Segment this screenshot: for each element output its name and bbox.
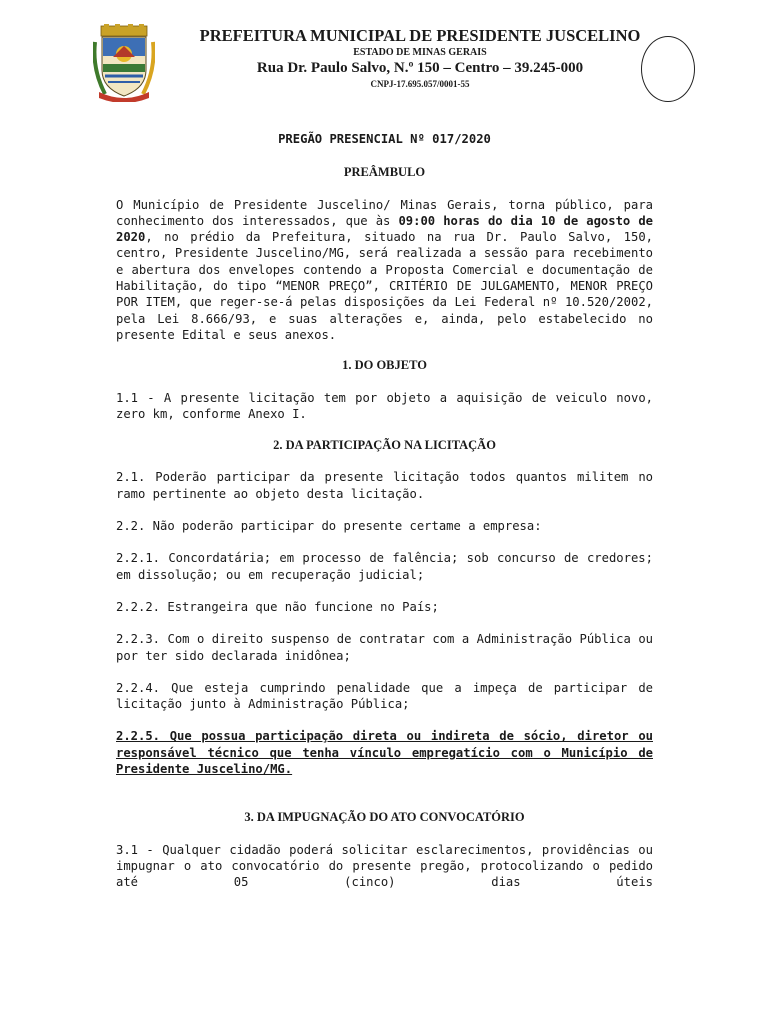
clause-2-1: 2.1. Poderão participar da presente licitação todos quantos militem no ramo pertinente ao objeto desta licitação.: [116, 470, 653, 501]
municipal-coat-of-arms-icon: [93, 24, 155, 102]
cnpj-number: CNPJ-17.695.057/0001-55: [370, 79, 470, 89]
document-title: PREGÃO PRESENCIAL Nº 017/2020: [278, 132, 491, 146]
prefecture-address: Rua Dr. Paulo Salvo, N.º 150 – Centro – 39.245-000: [256, 60, 584, 76]
section-1-heading: 1. DO OBJETO: [342, 358, 427, 373]
preamble-text-rest: , no prédio da Prefeitura, situado na rua Dr. Paulo Salvo, 150, centro, Presidente Juscelino/MG, será realizada a sessão para recebimento e abertura dos envelopes contendo a Proposta Comercial e documentação de Habilitação, do tipo “MENOR PREÇO”, CRITÉRIO DE JULGAMENTO, MENOR PREÇO POR ITEM, que reger-se-á pelas disposições da Lei Federal nº 10.520/2002, pela Lei 8.666/93, e suas alterações e, ainda, pelo estabelecido no presente Edital e seus anexos.: [116, 230, 653, 342]
section-2-heading: 2. DA PARTICIPAÇÃO NA LICITAÇÃO: [273, 438, 496, 453]
clause-3-1: 3.1 - Qualquer cidadão poderá solicitar esclarecimentos, providências ou impugnar o ato convocatório do presente pregão, protocolizando o pedido até 05 (cinco) dias úteis: [116, 842, 653, 890]
clause-2-2-3: 2.2.3. Com o direito suspenso de contratar com a Administração Pública ou por ter sido declarada inidônea;: [116, 632, 653, 663]
section-3-heading: 3. DA IMPUGNAÇÃO DO ATO CONVOCATÓRIO: [244, 810, 525, 825]
preamble-paragraph: [116, 197, 653, 344]
preamble-text-start: O Município de Presidente Juscelino/ Minas Gerais, torna público, para conhecimento dos interessados, que às: [116, 197, 653, 228]
letterhead: [190, 26, 650, 91]
session-datetime: 09:00 horas do dia 10 de agosto de 2020: [116, 213, 653, 245]
clause-2-2: 2.2. Não poderão participar do presente certame a empresa:: [116, 519, 542, 534]
document-body: [116, 131, 653, 891]
clause-2-2-1: 2.2.1. Concordatária; em processo de falência; sob concurso de credores; em dissolução; ou em recuperação judicial;: [116, 551, 653, 582]
state-name: ESTADO DE MINAS GERAIS: [353, 47, 487, 58]
preamble-heading: PREÂMBULO: [343, 165, 426, 180]
prefecture-title: PREFEITURA MUNICIPAL DE PRESIDENTE JUSCELINO: [199, 26, 641, 45]
clause-2-2-4: 2.2.4. Que esteja cumprindo penalidade que a impeça de participar de licitação junto à Administração Pública;: [116, 680, 653, 712]
clause-2-2-2: 2.2.2. Estrangeira que não funcione no País;: [116, 599, 439, 614]
stamp-circle: [641, 36, 695, 102]
clause-1-1: 1.1 - A presente licitação tem por objeto a aquisição de veiculo novo, zero km, conforme Anexo I.: [116, 390, 653, 421]
clause-2-2-5: 2.2.5. Que possua participação direta ou indireta de sócio, diretor ou responsável técnico que tenha vínculo empregatício com o Município de Presidente Juscelino/MG.: [116, 729, 653, 777]
